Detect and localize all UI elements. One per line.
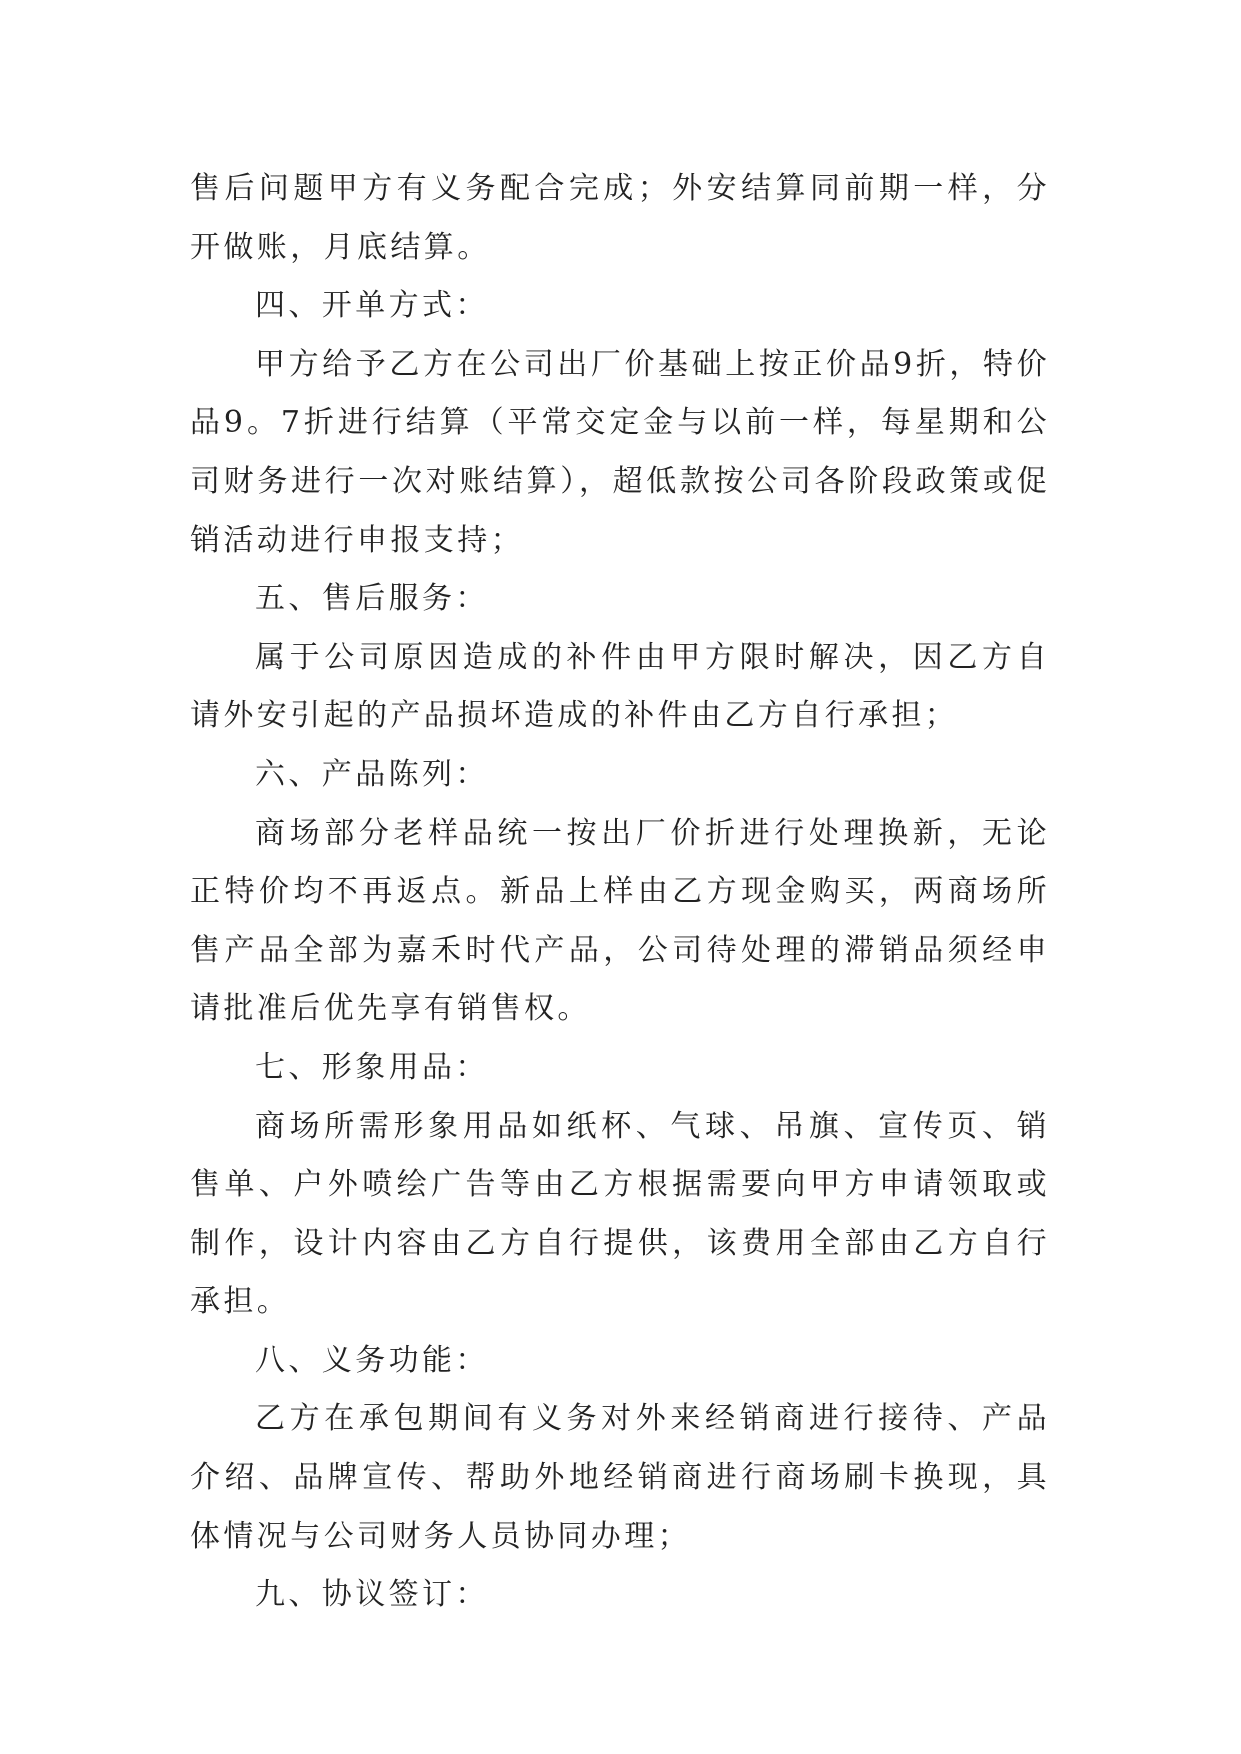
paragraph-obligations: 乙方在承包期间有义务对外来经销商进行接待、产品介绍、品牌宣传、帮助外地经销商进行商场刷卡换现，具体情况与公司财务人员协同办理； bbox=[190, 1401, 1050, 1554]
paragraph-billing-method: 甲方给予乙方在公司出厂价基础上按正价品9折，特价品9。7折进行结算（平常交定金与以前一样，每星期和公司财务进行一次对账结算），超低款按公司各阶段政策或促销活动进行申报支持； bbox=[190, 346, 1050, 558]
paragraph-product-display: 商场部分老样品统一按出厂价折进行处理换新，无论正特价均不再返点。新品上样由乙方现金购买，两商场所售产品全部为嘉禾时代产品，公司待处理的滞销品须经申请批准后优先享有销售权。 bbox=[190, 815, 1050, 1027]
section-heading-billing-method: 四、开单方式： bbox=[255, 288, 489, 324]
paragraph-image-supplies: 商场所需形象用品如纸杯、气球、吊旗、宣传页、销售单、户外喷绘广告等由乙方根据需要向甲方申请领取或制作，设计内容由乙方自行提供，该费用全部由乙方自行承担。 bbox=[190, 1108, 1050, 1320]
section-heading-product-display: 六、产品陈列： bbox=[255, 756, 489, 792]
paragraph-after-sales: 属于公司原因造成的补件由甲方限时解决，因乙方自请外安引起的产品损坏造成的补件由乙方自行承担； bbox=[190, 639, 1050, 734]
document-body bbox=[190, 160, 1050, 1625]
section-heading-image-supplies: 七、形象用品： bbox=[255, 1049, 489, 1085]
section-heading-agreement-signing: 九、协议签订： bbox=[255, 1577, 489, 1613]
section-heading-after-sales: 五、售后服务： bbox=[255, 581, 489, 617]
paragraph-continued: 售后问题甲方有义务配合完成；外安结算同前期一样，分开做账，月底结算。 bbox=[190, 171, 1050, 265]
section-heading-obligations: 八、义务功能： bbox=[255, 1342, 489, 1378]
